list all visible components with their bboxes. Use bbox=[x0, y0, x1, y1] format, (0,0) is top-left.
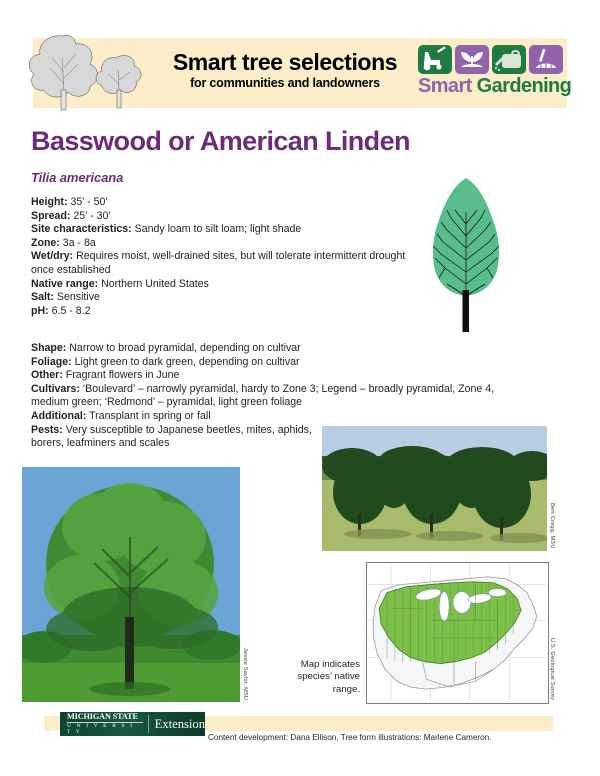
spec-line bbox=[31, 210, 421, 224]
footer-credit: Content development: Dana Ellison, Tree form illustrations: Marlene Cameron. bbox=[208, 733, 492, 742]
msu-extension-text: Extension bbox=[154, 716, 205, 731]
smart-gardening-icon-row bbox=[418, 45, 568, 74]
photo-credit-landscape: Bert Cregg, MSU bbox=[549, 503, 555, 549]
spec-value: Requires moist, well-drained sites, but will tolerate intermittent drought once established bbox=[31, 250, 406, 276]
spec-line bbox=[31, 250, 421, 277]
spec-line bbox=[31, 383, 499, 410]
msu-wordmark bbox=[60, 713, 143, 735]
page-title: Basswood or American Linden bbox=[31, 126, 410, 156]
spec-line bbox=[31, 424, 331, 451]
photo-credit-tree: Jessie Saylor, MSU bbox=[242, 648, 248, 701]
spec-label: Other: bbox=[31, 369, 63, 382]
spec-label: Native range: bbox=[31, 277, 99, 290]
photo-basswood-tree bbox=[22, 467, 240, 702]
spec-value: Sandy loam to silt loam; light shade bbox=[134, 223, 302, 236]
tree-form-illustration bbox=[405, 172, 527, 334]
spec-label: pH: bbox=[31, 304, 49, 317]
spec-label: Site characteristics: bbox=[31, 223, 132, 236]
header-tree-illustrations bbox=[18, 28, 158, 116]
spec-label: Foliage: bbox=[31, 355, 72, 368]
spec-label: Height: bbox=[31, 196, 68, 208]
spec-line bbox=[31, 305, 421, 319]
header-title-block bbox=[160, 50, 410, 90]
msu-state-text: MICHIGAN STATE bbox=[67, 711, 138, 721]
smart-gardening-wordmark bbox=[418, 75, 572, 97]
spec-label: Spread: bbox=[31, 209, 71, 222]
spec-line bbox=[31, 369, 499, 383]
smart-gardening-logo bbox=[418, 45, 572, 103]
msu-university-text: U N I V E R S I T Y bbox=[67, 723, 135, 735]
spec-line bbox=[31, 237, 421, 251]
spec-value: ‘Boulevard’ – narrowly pyramidal, hardy to Zone 3; Legend – broadly pyramidal, Zone 4, medium green; ‘Redmond’ – pyramidal, light green foliage bbox=[31, 382, 495, 409]
watering-can-icon bbox=[492, 45, 526, 74]
spec-value: Very susceptible to Japanese beetles, mites, aphids, borers, leafminers and scales bbox=[31, 423, 312, 450]
specifications-primary bbox=[31, 196, 421, 318]
map-caption: Map indicates species’ native range. bbox=[297, 659, 360, 695]
seedling-icon bbox=[455, 45, 489, 74]
msu-logo-divider bbox=[148, 715, 149, 733]
spec-label: Salt: bbox=[31, 291, 54, 304]
spec-value: Light green to dark green, depending on cultivar bbox=[74, 355, 300, 368]
spec-label: Cultivars: bbox=[31, 382, 80, 395]
spec-value: Fragrant flowers in June bbox=[65, 369, 180, 382]
spec-label: Wet/dry: bbox=[31, 250, 74, 263]
spec-line bbox=[31, 278, 421, 292]
msu-extension-logo bbox=[60, 712, 205, 736]
photo-tree-row-landscape bbox=[322, 426, 547, 551]
spec-label: Pests: bbox=[31, 423, 63, 436]
garden-rake-icon bbox=[529, 45, 563, 74]
spec-line bbox=[31, 356, 499, 370]
spec-value: Transplant in spring or fall bbox=[89, 409, 211, 422]
spec-value: 25’ - 30’ bbox=[73, 209, 111, 222]
map-credit: U.S. Geological Survey bbox=[549, 638, 555, 701]
header-subtitle: for communities and landowners bbox=[190, 76, 380, 91]
spec-line bbox=[31, 223, 421, 237]
spec-value: Northern United States bbox=[101, 277, 209, 290]
spec-value: Narrow to broad pyramidal, depending on cultivar bbox=[69, 342, 301, 354]
lawn-mower-icon bbox=[418, 45, 452, 74]
logo-word-smart: Smart bbox=[418, 75, 472, 97]
spec-line bbox=[31, 291, 421, 305]
header-title: Smart tree selections bbox=[172, 49, 398, 75]
logo-word-gardening: Gardening bbox=[476, 75, 572, 97]
scientific-name: Tilia americana bbox=[31, 170, 124, 185]
spec-label: Zone: bbox=[31, 236, 60, 249]
spec-label: Shape: bbox=[31, 342, 67, 354]
native-range-map bbox=[366, 562, 549, 704]
spec-label: Additional: bbox=[31, 409, 87, 422]
spec-value: 35’ - 50’ bbox=[70, 196, 108, 208]
spec-value: 3a - 8a bbox=[62, 236, 96, 249]
spec-line bbox=[31, 342, 499, 356]
spec-line bbox=[31, 196, 421, 210]
spec-line bbox=[31, 410, 499, 424]
spec-value: 6.5 - 8.2 bbox=[51, 304, 91, 317]
spec-value: Sensitive bbox=[56, 291, 100, 304]
